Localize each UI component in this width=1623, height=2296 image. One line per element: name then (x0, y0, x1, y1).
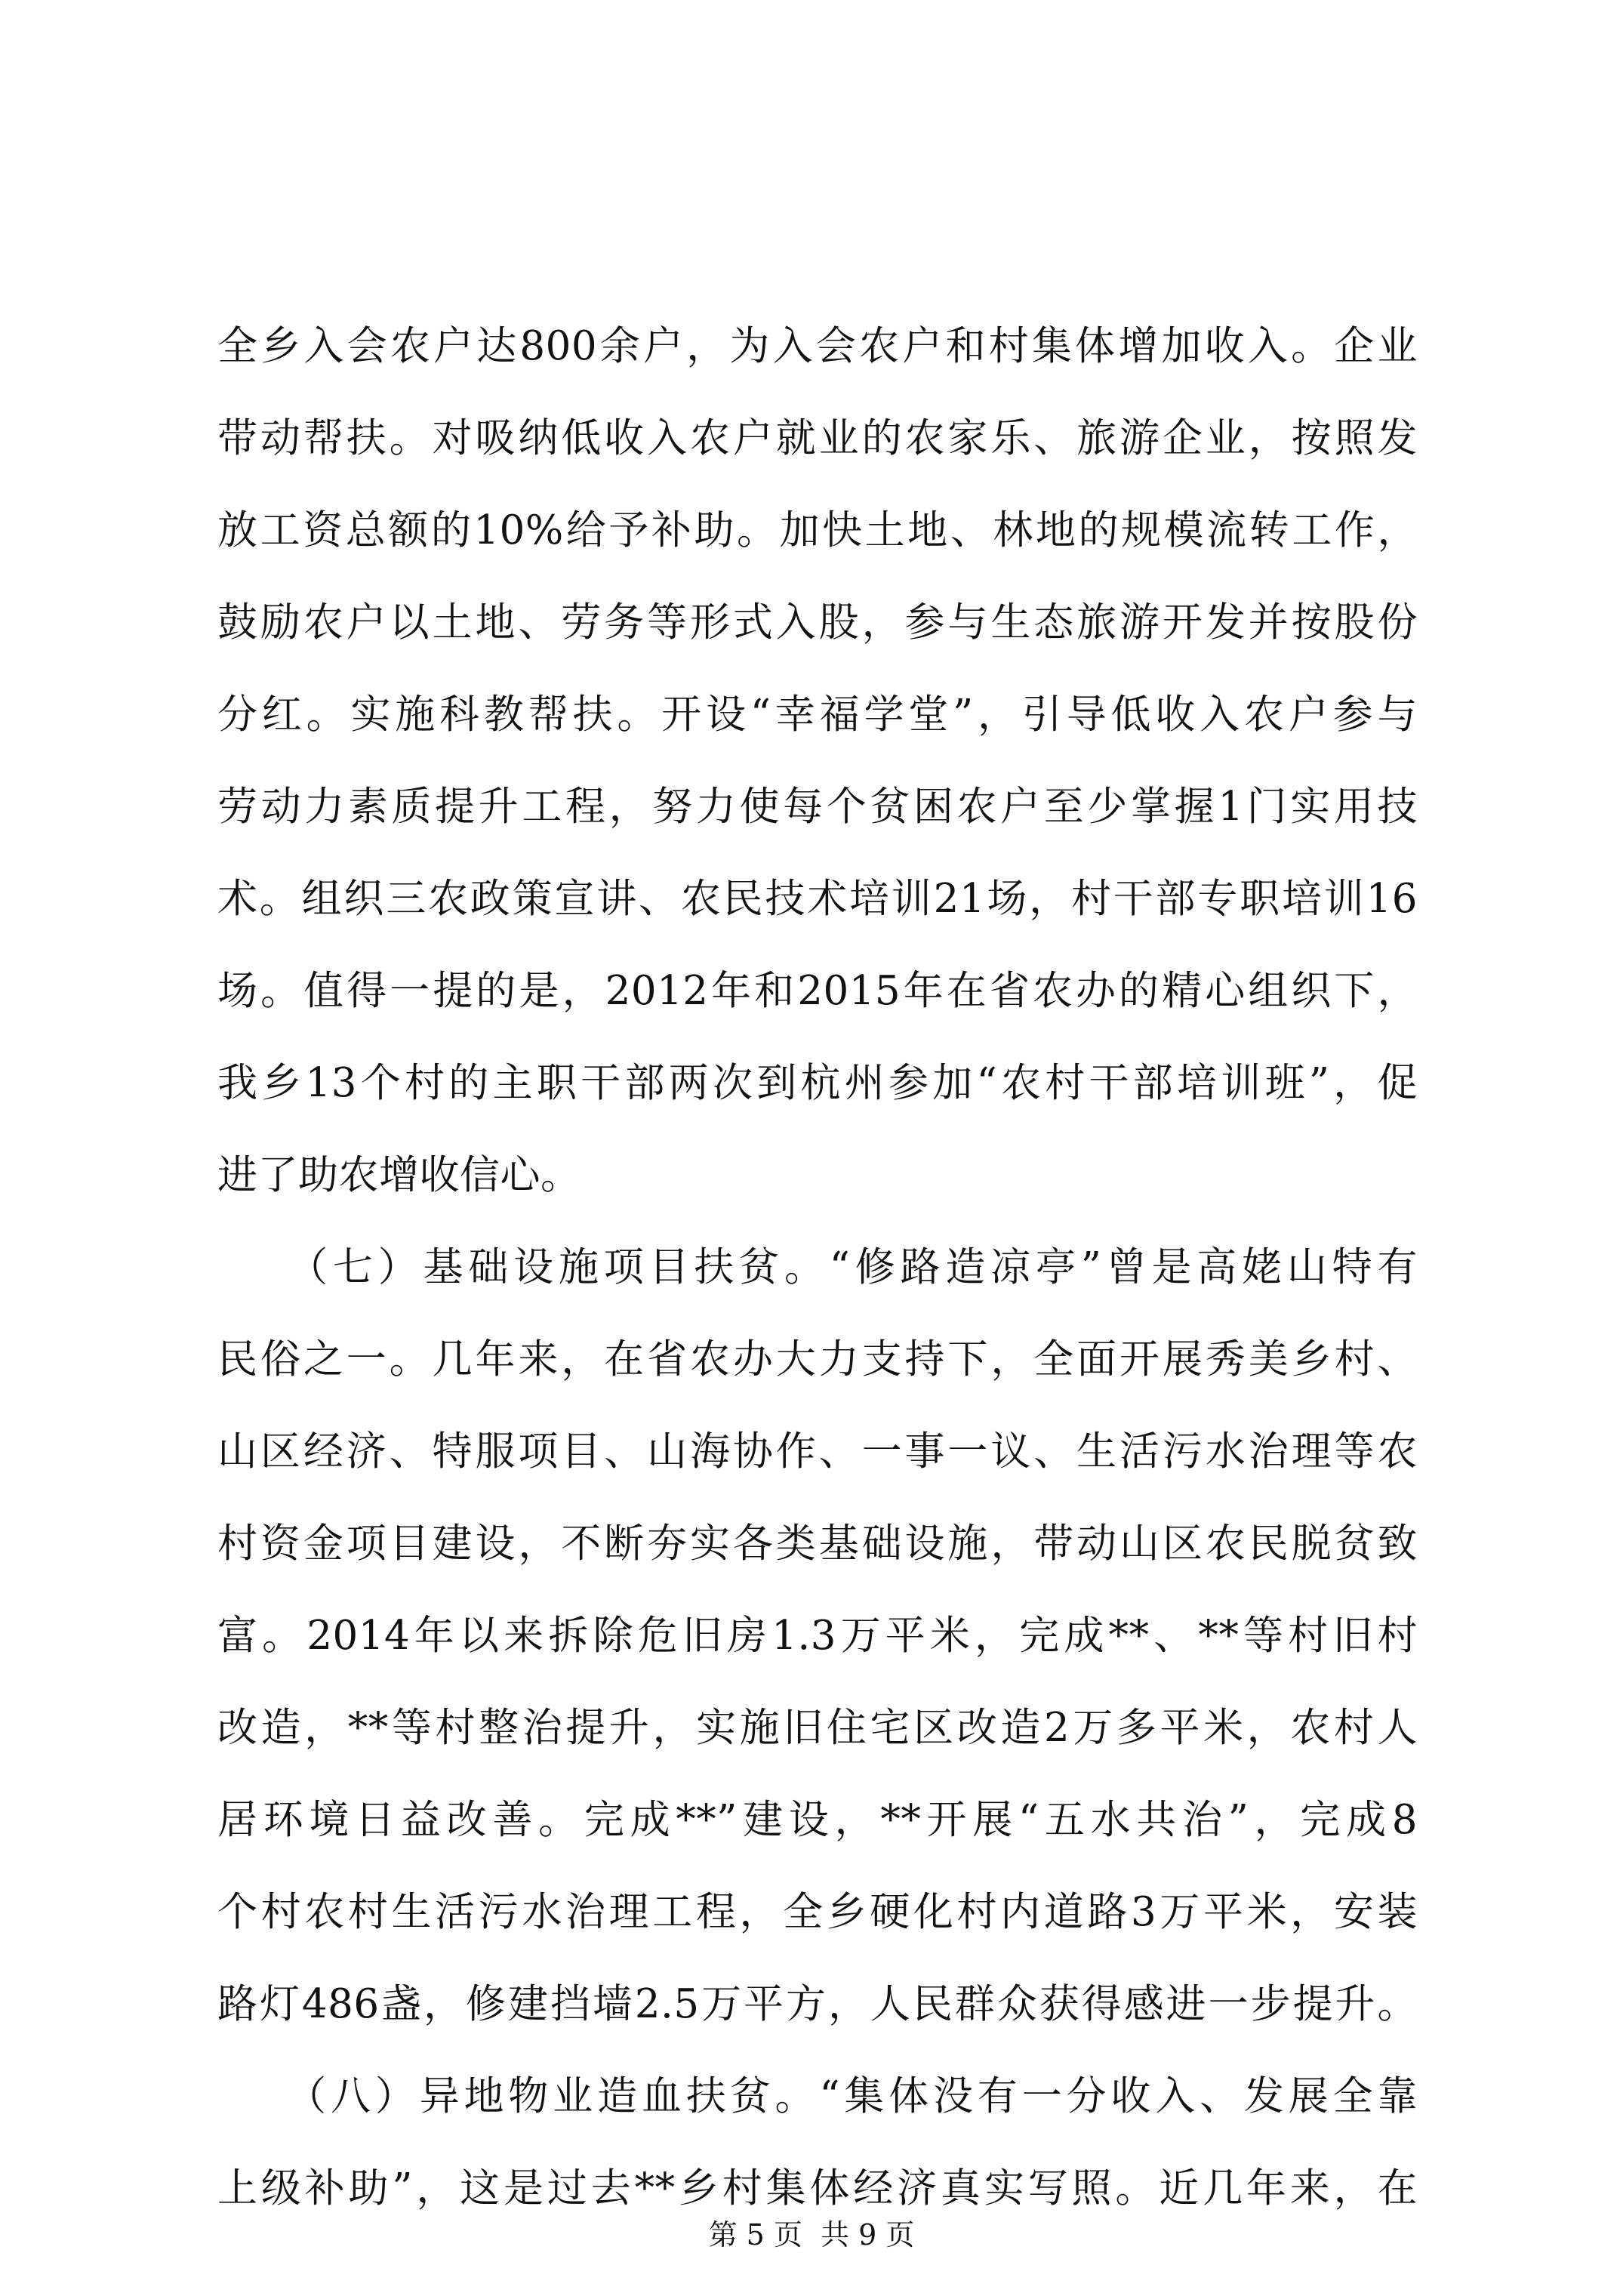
text-line: （八）异地物业造血扶贫。“集体没有一分收入、发展全靠 (217, 2073, 1418, 2119)
text-line: 术。组织三农政策宣讲、农民技术培训21场，村干部专职培训16 (217, 876, 1418, 922)
text-line: 场。值得一提的是，2012年和2015年在省农办的精心组织下， (217, 968, 1418, 1014)
text-line: 山区经济、特服项目、山海协作、一事一议、生活污水治理等农 (217, 1428, 1418, 1475)
text-line: 进了助农增收信心。 (217, 1152, 581, 1198)
page-footer: 第 5 页 共 9 页 (708, 2218, 915, 2251)
text-line: 劳动力素质提升工程，努力使每个贫困农户至少掌握1门实用技 (217, 784, 1418, 830)
text-line: （七）基础设施项目扶贫。“修路造凉亭”曾是高姥山特有 (217, 1244, 1418, 1290)
text-line: 富。2014年以来拆除危旧房1.3万平米，完成**、**等村旧村 (217, 1613, 1418, 1659)
text-line: 放工资总额的10%给予补助。加快土地、林地的规模流转工作， (217, 507, 1418, 553)
text-line: 居环境日益改善。完成**”建设，**开展“五水共治”，完成8 (217, 1797, 1418, 1843)
text-line: 路灯486盏，修建挡墙2.5万平方，人民群众获得感进一步提升。 (217, 1981, 1418, 2027)
text-line: 分红。实施科教帮扶。开设“幸福学堂”，引导低收入农户参与 (217, 692, 1418, 738)
text-line: 民俗之一。几年来，在省农办大力支持下，全面开展秀美乡村、 (217, 1336, 1418, 1382)
text-line: 村资金项目建设，不断夯实各类基础设施，带动山区农民脱贫致 (217, 1521, 1418, 1567)
text-line: 改造，**等村整治提升，实施旧住宅区改造2万多平米，农村人 (217, 1705, 1418, 1751)
text-line: 带动帮扶。对吸纳低收入农户就业的农家乐、旅游企业，按照发 (217, 415, 1418, 461)
text-line: 鼓励农户以土地、劳务等形式入股，参与生态旅游开发并按股份 (217, 599, 1418, 646)
text-line: 个村农村生活污水治理工程，全乡硬化村内道路3万平米，安装 (217, 1889, 1418, 1935)
text-line: 全乡入会农户达800余户，为入会农户和村集体增加收入。企业 (217, 323, 1418, 369)
text-line: 上级补助”，这是过去**乡村集体经济真实写照。近几年来，在 (217, 2165, 1418, 2211)
document-body (217, 300, 1418, 2235)
text-line: 我乡13个村的主职干部两次到杭州参加“农村干部培训班”，促 (217, 1060, 1418, 1106)
